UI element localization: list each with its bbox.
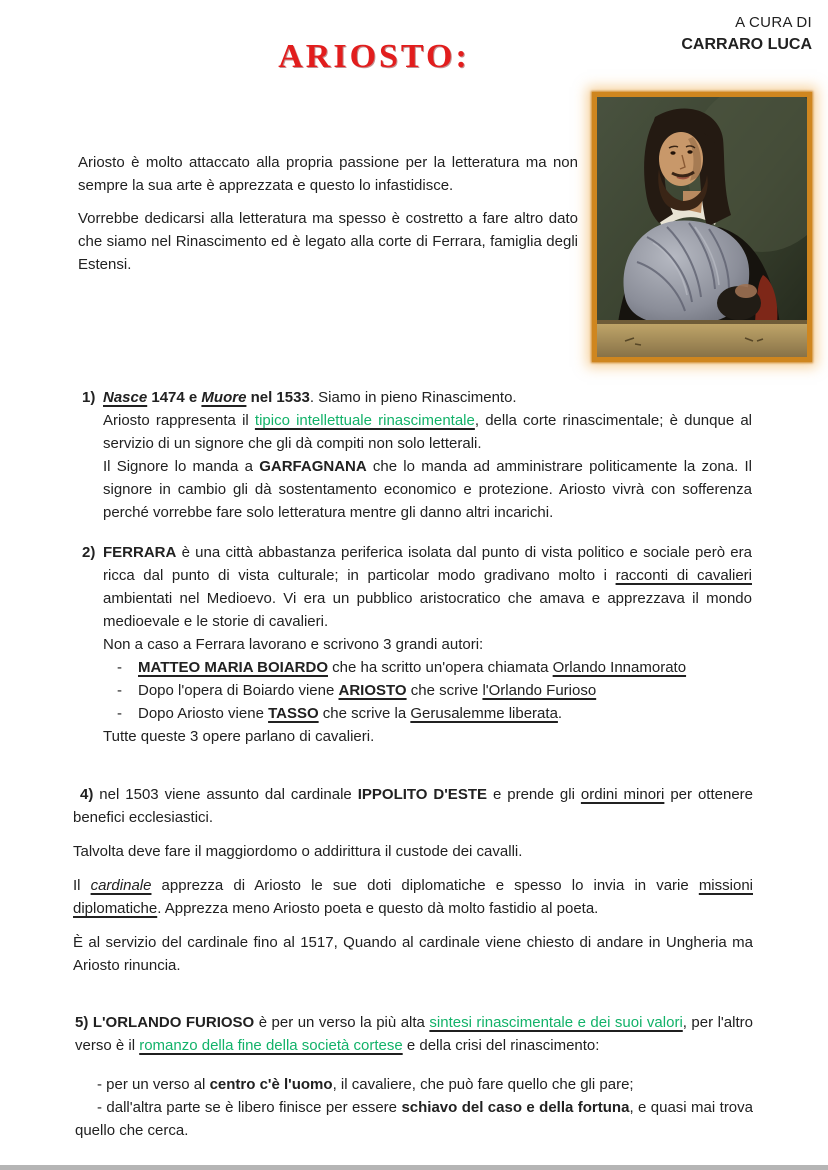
paragraph xyxy=(75,1073,753,1096)
text-segment: . Siamo in pieno Rinascimento. xyxy=(309,389,517,406)
text-segment: Ariosto è molto attaccato alla propria passione per la letteratura ma non sempre la sua arte è apprezzata e questo lo infastidisce. xyxy=(78,154,578,194)
list-number: 1) xyxy=(82,389,96,406)
paragraph xyxy=(75,1096,753,1142)
byline-line1: A CURA DI xyxy=(735,14,812,31)
text-segment: cardinale xyxy=(90,877,152,894)
paragraph xyxy=(103,633,752,656)
text-segment: Non a caso a Ferrara lavorano e scrivono 3 grandi autori: xyxy=(103,636,484,653)
text-segment: Vorrebbe dedicarsi alla letteratura ma spesso è costretto a fare altro dato che siamo nel Rinascimento ed è legato alla corte di Ferrara, famiglia degli Estensi. xyxy=(78,210,578,273)
highlighted-text: tipico intellettuale rinascimentale xyxy=(254,412,475,429)
text-segment: - per un verso al xyxy=(97,1076,210,1093)
text-segment: 5) L'ORLANDO FURIOSO xyxy=(75,1014,255,1031)
text-segment: missioni diplomatiche xyxy=(73,877,753,917)
byline-author: CARRARO LUCA xyxy=(681,36,812,53)
text-segment: nel 1533 xyxy=(246,389,310,406)
paragraph xyxy=(103,409,752,455)
text-segment: Muore xyxy=(201,389,247,406)
text-segment: , della corte rinascimentale; è dunque al servizio di un signore che gli dà compiti non solo letterali. xyxy=(103,412,753,452)
list-item xyxy=(103,679,752,702)
paragraph xyxy=(73,874,753,920)
text-segment: che scrive xyxy=(406,682,483,699)
highlighted-text: sintesi rinascimentale e dei suoi valori xyxy=(429,1014,683,1031)
text-segment: l'Orlando Furioso xyxy=(482,682,597,699)
text-segment: Gerusalemme liberata xyxy=(410,705,558,722)
text-segment: Nasce xyxy=(103,389,148,406)
text-segment: IPPOLITO D'ESTE xyxy=(357,786,487,803)
paragraph xyxy=(73,840,753,863)
text-segment: TASSO xyxy=(268,705,319,722)
text-segment: ambientati nel Medioevo. Vi era un pubblico aristocratico che amava e apprezzava il mondo medioevale e le storie di cavalieri. xyxy=(103,590,752,630)
dash-bullet: - xyxy=(117,705,122,722)
paragraph xyxy=(75,1011,753,1057)
text-segment: racconti di cavalieri xyxy=(615,567,752,584)
text-segment: . xyxy=(557,705,563,722)
text-segment: centro c'è l'uomo xyxy=(209,1076,333,1093)
text-segment: 1474 e xyxy=(147,389,202,406)
paragraph xyxy=(78,207,578,276)
text-segment: Dopo l'opera di Boiardo viene xyxy=(138,682,339,699)
text-segment: apprezza di Ariosto le sue doti diplomatiche e spesso lo invia in varie xyxy=(151,877,699,894)
page-bottom-edge xyxy=(0,1165,828,1170)
text-segment: , per l'altro verso è il xyxy=(75,1014,753,1054)
list-item xyxy=(103,656,752,679)
paragraph xyxy=(103,455,752,524)
dash-bullet: - xyxy=(117,682,122,699)
text-segment: . Apprezza meno Ariosto poeta e questo dà molto fastidio al poeta. xyxy=(157,900,599,917)
text-segment: - dall'altra parte se è libero finisce per essere xyxy=(97,1099,402,1116)
text-segment: Ariosto rappresenta il xyxy=(103,412,255,429)
text-segment: e prende gli xyxy=(487,786,581,803)
numbered-section-2 xyxy=(82,541,752,748)
text-segment: , e quasi mai trova quello che cerca. xyxy=(75,1099,753,1139)
text-segment: Il Signore lo manda a xyxy=(103,458,260,475)
paragraph xyxy=(78,151,578,197)
numbered-section-1 xyxy=(82,386,752,524)
text-segment: è una città abbastanza periferica isolata dal punto di vista politico e sociale però era ricca dal punto di vista culturale; in particolar modo gradivano molto i xyxy=(103,544,752,584)
paragraph xyxy=(73,931,753,977)
numbered-section-4 xyxy=(73,783,753,977)
page-title: ARIOSTO: xyxy=(278,38,470,75)
paragraph xyxy=(73,783,753,829)
text-segment: Tutte queste 3 opere parlano di cavalieri. xyxy=(103,728,375,745)
text-segment: che scrive la xyxy=(318,705,411,722)
text-segment: È al servizio del cardinale fino al 1517, Quando al cardinale viene chiesto di andare in Ungheria ma Ariosto rinuncia. xyxy=(73,934,753,974)
numbered-section-5 xyxy=(75,1011,753,1142)
highlighted-text: romanzo della fine della società cortese xyxy=(139,1037,403,1054)
text-segment: Dopo Ariosto viene xyxy=(138,705,269,722)
text-segment: per ottenere benefici ecclesiastici. xyxy=(73,786,754,826)
text-segment: è per un verso la più alta xyxy=(254,1014,430,1031)
numbered-item xyxy=(82,386,752,409)
text-segment: Talvolta deve fare il maggiordomo o addirittura il custode dei cavalli. xyxy=(73,843,523,860)
text-segment: ordini minori xyxy=(580,786,665,803)
ariosto-portrait-art xyxy=(597,97,807,357)
text-segment: schiavo del caso e della fortuna xyxy=(401,1099,630,1116)
text-segment: Orlando Innamorato xyxy=(552,659,687,676)
text-segment: che ha scritto un'opera chiamata xyxy=(327,659,553,676)
text-segment: che lo manda ad amministrare politicamente la zona. Il signore in cambio gli dà sostentamento economico e protezione. Ariosto vivrà con sofferenza perché vorrebbe fare solo letteratura mentre gli danno altri incarichi. xyxy=(103,458,752,521)
text-segment: nel 1503 viene assunto dal cardinale xyxy=(93,786,358,803)
intro-section xyxy=(78,151,578,276)
list-item xyxy=(103,702,752,725)
text-segment: ARIOSTO xyxy=(338,682,407,699)
text-segment: Il xyxy=(73,877,91,894)
text-segment: FERRARA xyxy=(103,544,177,561)
text-segment: MATTEO MARIA BOIARDO xyxy=(138,659,328,676)
paragraph xyxy=(103,725,752,748)
text-segment: e della crisi del rinascimento: xyxy=(402,1037,600,1054)
list-number: 2) xyxy=(82,544,96,561)
text-segment: GARFAGNANA xyxy=(259,458,367,475)
dash-bullet: - xyxy=(117,659,122,676)
text-segment: , il cavaliere, che può fare quello che gli pare; xyxy=(332,1076,634,1093)
numbered-item xyxy=(82,541,752,633)
portrait-image xyxy=(592,92,812,362)
text-segment: 4) xyxy=(80,786,94,803)
